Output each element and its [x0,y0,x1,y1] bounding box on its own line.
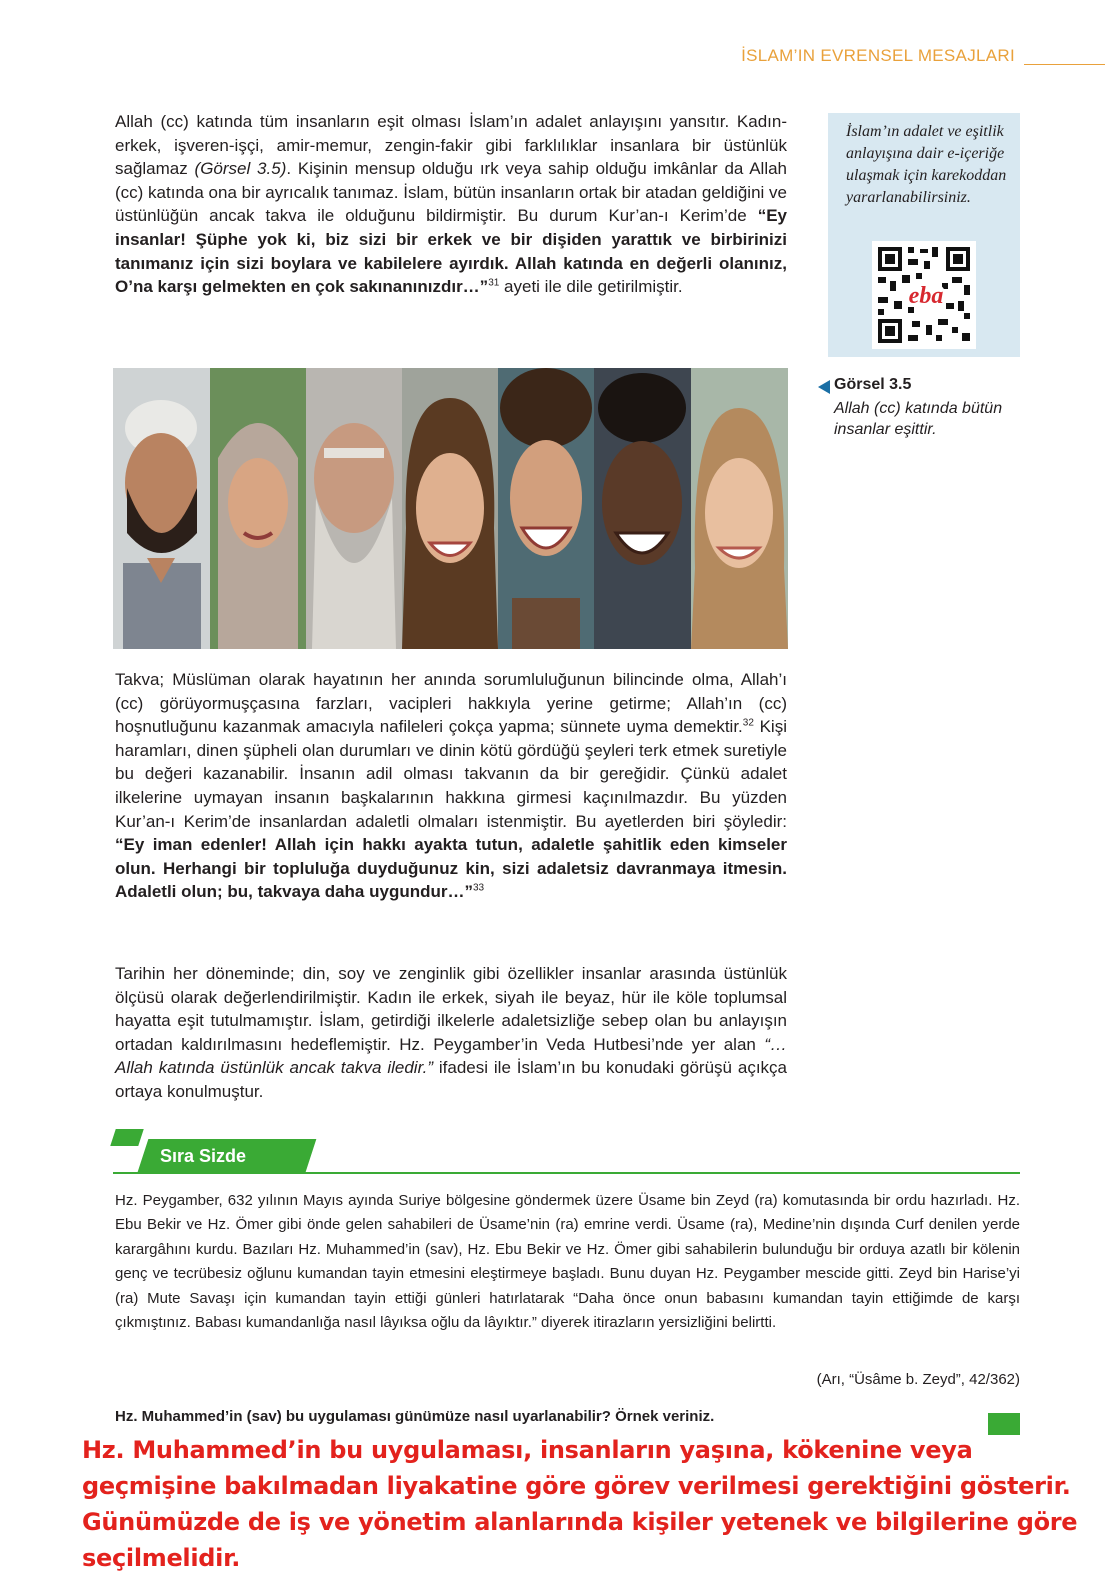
face-man-curly [498,368,594,649]
para2-text-1: Takva; Müslüman olarak hayatının her anında sorumluluğunun bilincinde olma, Allah’ı (cc) görüyormuşçasına farzları, vacipleri hakkıyla yerine getirme; Allah’ın (cc) hoşnutluğunu kazanmak amacıyla nafileleri çokça yapma; sünnete uyma demektir. [115,670,787,737]
para2-text-2: Kişi haramları, dinen şüpheli olan durumları ve dinin kötü gördüğü şeyleri terk etmek suretiyle bu değeri kazanabilir. İnsanın adil olması takvanın da bir gereğidir. Çünkü adalet ilkelerine uymayan insanın başkalarının hakkına girmesi kaçınılmazdır. Bu yüzden Kur’an-ı Kerim’de insanlardan adaletli olmaları istenmiştir. Bu ayetlerden biri şöyledir: [115,717,787,831]
verse-quote-1: “Ey insanlar! Şüphe yok ki, biz sizi bir erkek ve bir dişiden yarattık ve birbirinizi tanımanız için sizi boylara ve kabilelere ayırdık. Allah katında en değerli olanınız, O’na karşı gelmekten en çok sakınanınızdır…” [115,206,787,297]
eba-logo: eba [908,283,944,309]
page-header-title: İSLAM’IN EVRENSEL MESAJLARI [741,46,1015,65]
face-man-beard [113,368,210,649]
para1-text-1: Allah (cc) katında tüm insanların eşit olması İslam’ın adalet anlayışını yansıtır. Kadın-erkek, işveren-işçi, amir-memur, zengin-fakir gibi farklılıklar insanlara bir üstünlük sağlamaz [115,112,787,179]
activity-question: Hz. Muhammed’in (sav) bu uygulaması günümüze nasıl uyarlanabilir? Örnek veriniz. [115,1408,715,1425]
diverse-faces-image [113,368,788,649]
footnote-32: 32 [742,717,754,729]
hadith-quote: “… Allah katında üstünlük ancak takva iledir.” [115,1034,787,1078]
handwritten-answer: Hz. Muhammed’in bu uygulaması, insanların yaşına, kökenine veya geçmişine bakılmadan liyakatine göre görev verilmesi gerektiğini gösterir. Günümüzde de iş ve yönetim alanlarında kişiler yetenek ve bilgilerine göre seçilmelidir. [82,1436,1078,1572]
caption-arrow-icon [818,380,830,394]
paragraph-equality [115,110,787,299]
para3-text-2: ifadesi ile İslam’ın bu konudaki görüşü açıkça ortaya konulmuştur. [115,1058,787,1101]
footnote-33: 33 [473,882,485,894]
face-girl [691,368,788,649]
face-woman-hijab [210,368,306,649]
section-title: Sıra Sizde [160,1146,247,1166]
paragraph-takva [115,668,787,904]
section-divider [113,1172,1020,1174]
face-woman-smile [402,368,498,649]
qr-info-text: İslam’ın adalet ve eşitlik anlayışına dair e-içeriğe ulaşmak için karekoddan yararlanabilirsiniz. [846,123,1007,206]
citation: (Arı, “Üsâme b. Zeyd”, 42/362) [816,1371,1020,1388]
paragraph-history [115,962,787,1104]
para1-text-3: ayeti ile dile getirilmiştir. [499,277,683,297]
para3-text-1: Tarihin her döneminde; din, soy ve zenginlik gibi özellikler insanlar arasında üstünlük ölçüsü olarak değerlendirilmiştir. Kadın ile erkek, siyah ile beyaz, hür ile köle toplumsal hayatta eşit tutulmamıştır. İslam, getirdiği ilkelerle adaletsizliğe sebep olan bu anlayışın ortadan kaldırılmasını hedeflemiştir. Hz. Peygamber’in Veda Hutbesi’nde yer alan [115,964,787,1054]
figure-reference: (Görsel 3.5) [194,159,287,179]
face-man-dark [594,368,691,649]
verse-quote-2: “Ey iman edenler! Allah için hakkı ayakta tutun, adaletle şahitlik eden kimseler olun. Herhangi bir topluluğa duyduğunuz kin, sizi adaletsiz davranmaya itmesin. Adaletli olun; bu, takvaya daha uygundur…” [115,835,787,902]
qr-info-box [828,113,1020,357]
section-accent [110,1129,144,1146]
figure-title: Görsel 3.5 [834,376,912,393]
figure-caption-text: Allah (cc) katında bütün insanlar eşittir. [834,400,1003,438]
qr-code[interactable] [872,241,976,349]
para1-text-2: . Kişinin mensup olduğu ırk veya sahip olduğu imkânlar da Allah (cc) katında ona bir ayrıcalık tanımaz. İslam, bütün insanların ortak bir atadan geldiğini ve üstünlüğün ancak takva ile olduğunu bildirmiştir. Bu durum Kur’an-ı Kerim’de [115,159,788,226]
header-rule [1024,64,1105,65]
footnote-31: 31 [488,277,500,289]
face-old-man [306,368,402,649]
activity-text: Hz. Peygamber, 632 yılının Mayıs ayında Suriye bölgesine göndermek üzere Üsame bin Zeyd (ra) komutasında bir ordu hazırladı. Hz. Ebu Bekir ve Hz. Ömer gibi önde gelen sahabileri de Üsame’nin (ra) emrine verdi. Üsame (ra), Medine’nin dışında Curf denilen yerde karargâhını kurdu. Bazıları Hz. Muhammed’in (sav), Hz. Ebu Bekir ve Hz. Ömer gibi sahabilerin bulunduğu bir orduya azatlı bir kölenin genç ve tecrübesiz oğlunu kumandan tayin etmesini eleştirmeye başladı. Bunu duyan Hz. Peygamber mescide gitti. Zeyd bin Harise’yi (ra) Mute Savaşı için kumandan tayin ettiği günleri hatırlatarak “Daha önce onun babasını kumandan tayin ettiğimde de karşı çıkmıştınız. Babası kumandanlığa nasıl lâyıksa oğlu da lâyıktır.” diyerek itirazların yersizliğini belirtti. [115,1192,1020,1332]
